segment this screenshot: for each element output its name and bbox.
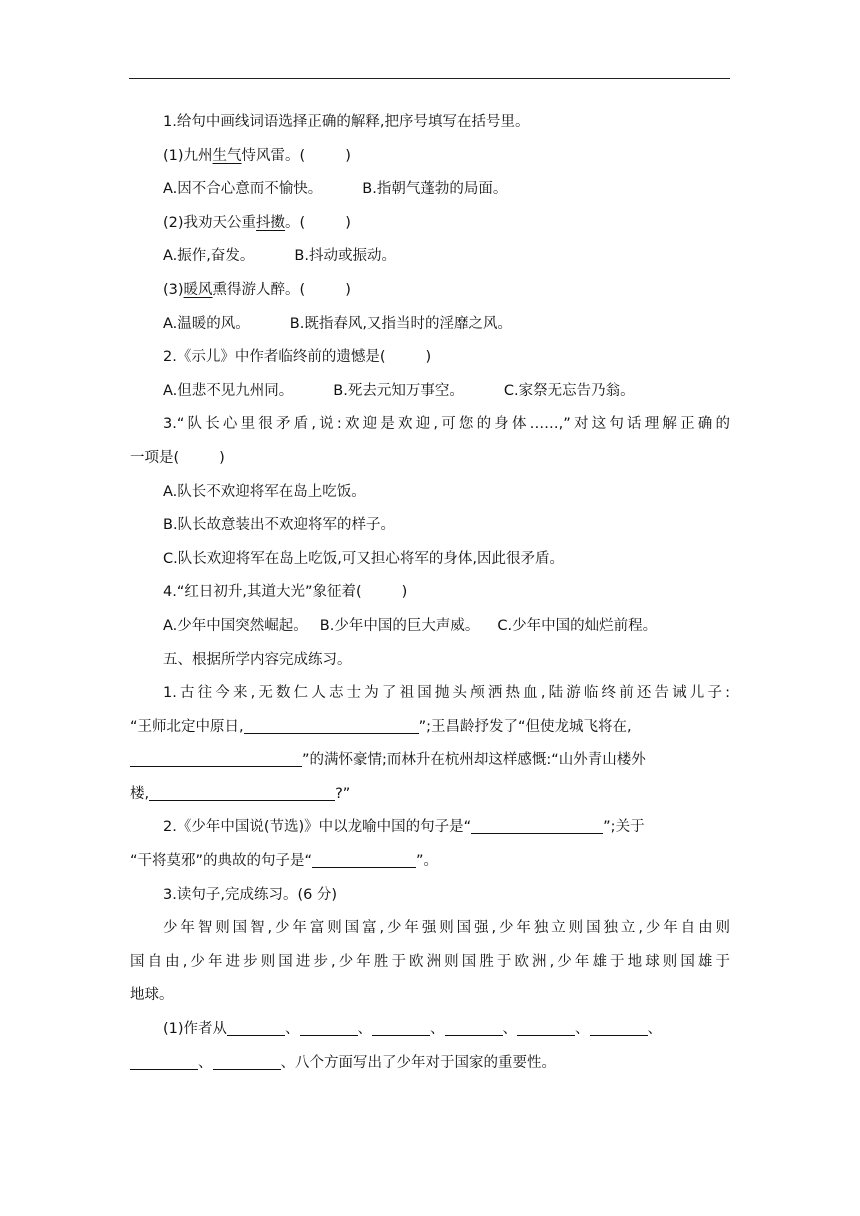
- s5-p1-line-2: “王师北定中原日, ”;王昌龄抒发了“但使龙城飞将在,: [130, 718, 632, 735]
- s5-p3-passage-line-3: 地球。: [130, 987, 174, 1004]
- q4-title: 4.“红日初升,其道大光”象征着( ): [163, 584, 408, 601]
- s5-p1-line-3: ”的满怀豪情;而林升在杭州却这样感慨:“山外青山楼外: [130, 744, 730, 778]
- q3-option-c: C.队长欢迎将军在岛上吃饭,可又担心将军的身体,因此很矛盾。: [163, 550, 564, 567]
- option-b: B.既指春风,又指当时的淫靡之风。: [289, 315, 512, 332]
- s5-p2-line-1: 2.《少年中国说(节选)》中以龙喻中国的句子是“ ”;关于: [163, 819, 645, 836]
- fill-blank[interactable]: [445, 1021, 503, 1036]
- option-b: B.指朝气蓬勃的局面。: [362, 181, 508, 198]
- option-c: C.家祭无忘告乃翁。: [503, 382, 635, 399]
- option-a: A.温暖的风。: [163, 315, 250, 332]
- s5-p2-line-2: “干将莫邪”的典故的句子是“ ”。: [130, 853, 439, 870]
- option-b: B.少年中国的巨大声威。: [319, 617, 480, 634]
- q3-option-a: A.队长不欢迎将军在岛上吃饭。: [163, 483, 366, 500]
- option-b: B.抖动或振动。: [294, 248, 396, 265]
- option-c: C.少年中国的灿烂前程。: [497, 617, 658, 634]
- q1-sentence-3: (3)暖风熏得游人醉。( ): [163, 281, 351, 298]
- option-a: A.少年中国突然崛起。: [163, 617, 308, 634]
- q4-options: [130, 610, 730, 644]
- s5-p1-line-4: 楼, ?”: [130, 785, 351, 802]
- q1-sentence-2-options: [130, 240, 730, 274]
- option-a: A.因不合心意而不愉快。: [163, 181, 323, 198]
- q1-sentence-3-options: [130, 308, 730, 342]
- q2-title: 2.《示儿》中作者临终前的遗憾是( ): [163, 349, 432, 366]
- q1-sentence-1-options: [130, 173, 730, 207]
- fill-blank[interactable]: [471, 819, 603, 834]
- q1-sentence-1: (1)九州生气恃风雷。( ): [163, 147, 351, 164]
- s5-p3-sub1-line-1: (1)作者从 、 、 、 、 、 、: [163, 1021, 663, 1038]
- q3-title-line-1: 3.“队长心里很矛盾,说:欢迎是欢迎,可您的身体……,”对这句话理解正确的: [163, 416, 730, 433]
- section-5-heading: 五、根据所学内容完成练习。: [163, 651, 352, 668]
- header-rule: [129, 78, 730, 79]
- fill-blank[interactable]: [149, 786, 335, 801]
- fill-blank[interactable]: [244, 719, 419, 734]
- fill-blank[interactable]: [517, 1021, 575, 1036]
- fill-blank[interactable]: [213, 1055, 281, 1070]
- s5-p3-sub1-line-2: 、 、八个方面写出了少年对于国家的重要性。: [130, 1047, 730, 1081]
- underlined-word: 生气: [212, 147, 242, 164]
- q1-sentence-2: (2)我劝天公重抖擞。( ): [163, 214, 351, 231]
- fill-blank[interactable]: [372, 1021, 430, 1036]
- fill-blank[interactable]: [312, 853, 416, 868]
- s5-p3-passage-line-2: 国自由,少年进步则国进步,少年胜于欧洲则国胜于欧洲,少年雄于地球则国雄于: [130, 953, 730, 970]
- q2-options: [130, 375, 730, 409]
- q3-title-line-2: 一项是( ): [130, 449, 225, 466]
- fill-blank[interactable]: [130, 1055, 198, 1070]
- q3-option-b: B.队长故意装出不欢迎将军的样子。: [163, 517, 396, 534]
- underlined-word: 暖风: [183, 281, 213, 298]
- s5-p3-passage-line-1: 少年智则国智,少年富则国富,少年强则国强,少年独立则国独立,少年自由则: [163, 920, 730, 937]
- fill-blank[interactable]: [130, 752, 302, 767]
- option-a: A.但悲不见九州同。: [163, 382, 294, 399]
- s5-p1-line-1: 1.古往今来,无数仁人志士为了祖国抛头颅洒热血,陆游临终前还告诫儿子:: [163, 685, 730, 702]
- option-a: A.振作,奋发。: [163, 248, 255, 265]
- underlined-word: 抖擞: [256, 214, 286, 231]
- fill-blank[interactable]: [227, 1021, 285, 1036]
- option-b: B.死去元知万事空。: [333, 382, 464, 399]
- q1-title: 1.给句中画线词语选择正确的解释,把序号填写在括号里。: [163, 114, 530, 130]
- fill-blank[interactable]: [590, 1021, 648, 1036]
- fill-blank[interactable]: [300, 1021, 358, 1036]
- worksheet-content: [130, 106, 730, 1080]
- s5-p3-title: 3.读句子,完成练习。(6 分): [163, 886, 338, 903]
